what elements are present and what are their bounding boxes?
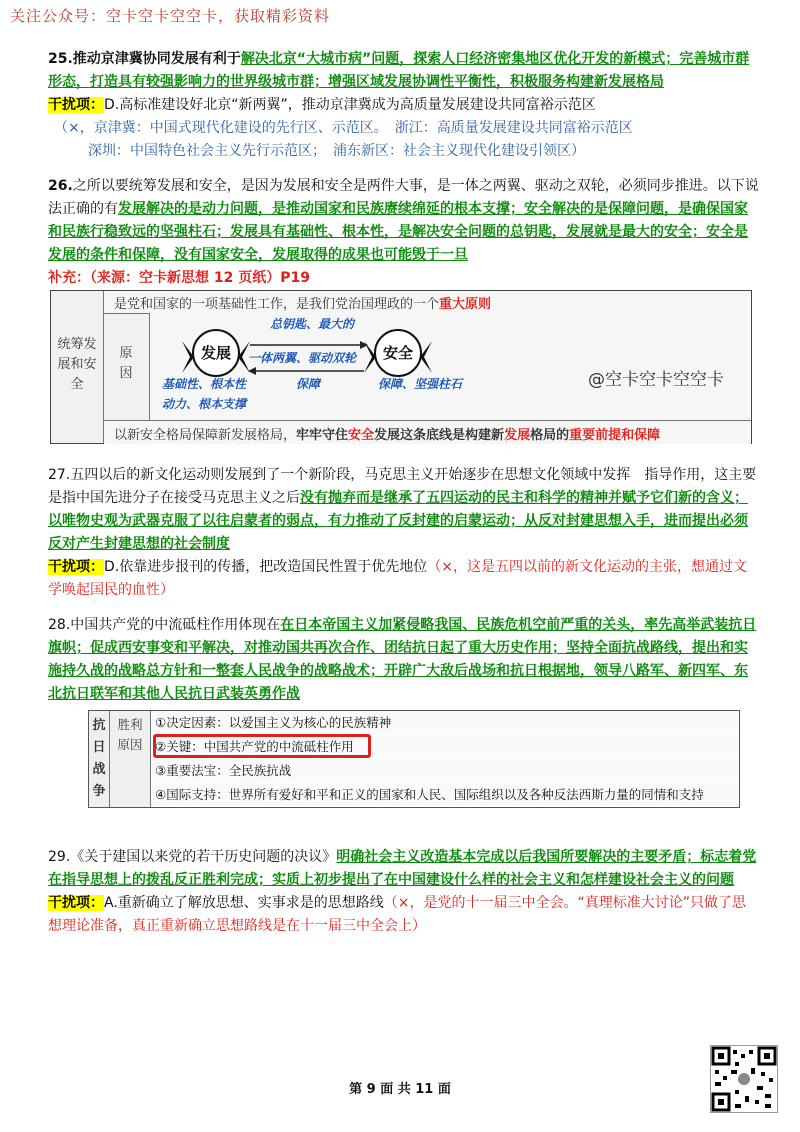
q27-distractor-label: 干扰项： (48, 559, 104, 575)
table1-side-cell (51, 291, 104, 443)
row3-a: 以新安全格局保障新发展格局， (114, 428, 297, 443)
table2-row-4: ④国际支持：世界所有爱好和平和正义的国家和人民、国际组织以及各种反法西斯力量的同情和支持 (151, 783, 739, 806)
table1-watermark: @空卡空卡空空卡 (588, 370, 724, 390)
table1-row3 (104, 420, 751, 444)
development-security-table (50, 290, 752, 444)
war-victory-table (88, 710, 740, 808)
q29-distractor: A.重新确立了解放思想、实事求是的思想路线 (104, 895, 384, 911)
arrow-mid-label: 一体两翼、驱动双轮 (248, 351, 357, 365)
row3-c: 安全 (348, 428, 375, 443)
q25-distractor: D.高标准建设好北京“新两翼”，推动京津冀成为高质量发展建设共同富裕示范区 (104, 97, 596, 113)
q29-distractor-label: 干扰项： (48, 895, 104, 911)
table2-side-label: 抗日战争 (92, 718, 106, 799)
table2-reason-cell (110, 711, 151, 807)
table2-row-1: ①决定因素：以爱国主义为核心的民族精神 (151, 711, 739, 734)
table1-reason-label: 原因 (119, 346, 133, 381)
table1-side-label: 统筹发展和安全 (57, 337, 97, 392)
left-under-1: 基础性、根本性 (162, 377, 247, 391)
q25-note-line2: 深圳：中国特色社会主义先行示范区； 浦东新区：社会主义现代化建设引领区） (88, 143, 585, 159)
q26-stem: 之所以要统筹发展和安全，是因为发展和安全是两件大事，是一体之两翼、驱动之双轮，必须同步推进。以下说法正确的有 (48, 178, 759, 217)
question-28 (48, 614, 760, 706)
q25-note-line1: （×，京津冀：中国式现代化建设的先行区、示范区。 浙江：高质量发展建设共同富裕示范区 (54, 120, 633, 136)
q26-num: 26. (48, 178, 73, 194)
row3-d: 发展这条底线是构建新 (374, 428, 505, 443)
question-29 (48, 846, 760, 938)
question-26 (48, 175, 760, 290)
page-number: 第 9 面 共 11 面 (349, 1082, 451, 1097)
q27-note: （×，这是五四以前的新文化运动的主张，想通过文学唤起国民的血性） (48, 559, 747, 598)
security-circle: 安全 (374, 329, 422, 377)
q25-answer: 解决北京“大城市病”问题，探索人口经济密集地区优化开发的新模式；完善城市群形态，打造具有较强影响力的世界级城市群；增强区域发展协调性平衡性，积极服务构建新发展格局 (48, 51, 750, 90)
q27-stem: 27.五四以后的新文化运动则发展到了一个新阶段，马克思主义开始逐步在思想文化领域中发挥 指导作用，这主要是指中国先进分子在接受马克思主义之后 (48, 467, 757, 506)
q26-answer: 发展解决的是动力问题，是推动国家和民族赓续绵延的根本支撑；安全解决的是保障问题，是确保国家和民族行稳致远的坚强柱石；发展具有基础性、根本性，是解决安全问题的总钥匙，发展就是最大的安全；安全是发展的条件和保障，没有国家安全，发展取得的成果也可能毁于一旦 (48, 201, 748, 263)
q27-distractor: D.依靠进步报刊的传播，把改造国民性置于优先地位 (104, 559, 428, 575)
left-under-2: 动力、根本支撑 (162, 397, 247, 411)
table1-reason-cell (104, 313, 150, 422)
arrow-top-label: 总钥匙、最大的 (270, 317, 355, 331)
table2-reason-label: 胜利原因 (117, 717, 143, 752)
row3-f: 格局的 (530, 428, 570, 443)
row3-g: 重要前提和保障 (569, 428, 661, 443)
key-highlight-box (153, 734, 371, 758)
table2-side-cell (89, 711, 110, 807)
q25-stem: 25.推动京津冀协同发展有利于 (48, 51, 241, 67)
row3-b: 牢牢守住 (296, 428, 349, 443)
page-header: 关注公众号：空卡空卡空空卡，获取精彩资料 (10, 7, 331, 25)
table2-row-2: ②关键：中国共产党的中流砥柱作用 (151, 735, 739, 758)
q29-answer: 明确社会主义改造基本完成以后我国所要解决的主要矛盾；标志着党在指导思想上的拨乱反正胜利完成；实质上初步提出了在中国建设什么样的社会主义和怎样建设社会主义的问题 (48, 849, 757, 888)
q29-note: （×，是党的十一届三中全会。“真理标准大讨论”只做了思想理论准备，真正重新确立思想路线是在十一届三中全会上） (48, 895, 747, 934)
row3-e: 发展 (504, 428, 531, 443)
arrow-bottom-label: 保障 (296, 377, 321, 391)
table1-row1-emph: 重大原则 (439, 297, 492, 312)
q27-answer: 没有抛弃而是继承了五四运动的民主和科学的精神并赋予它们新的含义；以唯物史观为武器克服了以往启蒙者的弱点，有力推动了反封建的启蒙运动；从反对封建思想入手，进而提出必须反对产生封建思想的社会制度 (48, 490, 748, 552)
right-under: 保障、坚强柱石 (378, 377, 463, 391)
table1-row1 (104, 291, 751, 314)
question-27 (48, 464, 760, 602)
q29-stem: 29.《关于建国以来党的若干历史问题的决议》 (48, 849, 337, 865)
q28-stem: 28.中国共产党的中流砥柱作用体现在 (48, 617, 281, 633)
development-circle: 发展 (192, 329, 240, 377)
q28-answer: 在日本帝国主义加紧侵略我国、民族危机空前严重的关头，率先高举武装抗日旗帜；促成西安事变和平解决，对推动国共再次合作、团结抗日起了重大历史作用；坚持全面抗战路线，提出和实施持久战的战略总方针和一整套人民战争的战略战术；开辟广大敌后战场和抗日根据地，领导八路军、新四军、东北抗日联军和其他人民抗日武装英勇作战 (48, 617, 757, 702)
question-25 (48, 48, 760, 163)
table1-diagram (150, 313, 751, 420)
q26-supplement: 补充：（来源：空卡新思想 12 页纸）P19 (48, 270, 310, 286)
table1-row1-text: 是党和国家的一项基础性工作，是我们党治国理政的一个 (114, 297, 440, 312)
table2-row-3: ③重要法宝：全民族抗战 (151, 759, 739, 782)
q25-distractor-label: 干扰项： (48, 97, 104, 113)
